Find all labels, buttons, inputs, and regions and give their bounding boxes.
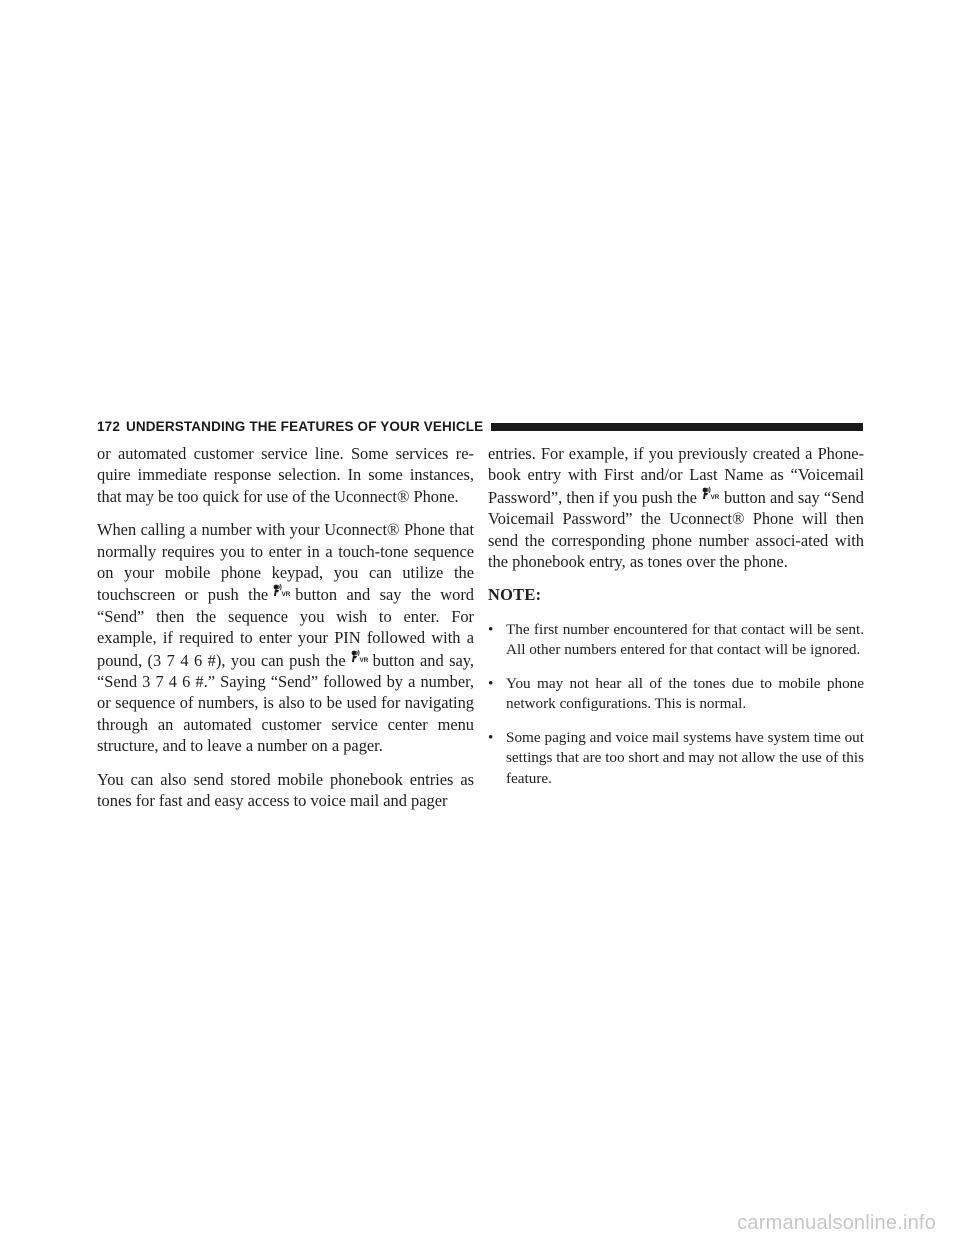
- bullet-icon: •: [488, 620, 494, 638]
- watermark: carmanualsonline.info: [737, 1212, 936, 1234]
- paragraph-text: button and say, “Send 3 7 4 6 #.” Saying “Send” followed by a number, or sequence of numbers, is also to be used for navigating through an automated customer service center menu structure, and to leave a number on a pager.: [97, 650, 475, 756]
- left-column: [97, 443, 474, 824]
- note-text: The first number encountered for that contact will be sent. All other numbers entered for that contact will be ignored.: [506, 620, 864, 659]
- paragraph-text: button and say the word “Send” then the sequence you wish to enter. For example, if required to enter your PIN followed with a pound, (3 7 4 6 #), you can push the: [97, 585, 474, 670]
- paragraph-voicemail-example: [488, 443, 864, 572]
- section-title: UNDERSTANDING THE FEATURES OF YOUR VEHICLE: [125, 418, 484, 434]
- note-text: Some paging and voice mail systems have system time out settings that are too short and may not allow the use of this feature.: [506, 728, 864, 787]
- voice-command-icon: [272, 583, 294, 597]
- note-heading: NOTE:: [488, 585, 542, 605]
- note-text: You may not hear all of the tones due to mobile phone network configurations. This is normal.: [506, 674, 864, 713]
- note-item: [488, 674, 864, 715]
- paragraph-phonebook-tones: You can also send stored mobile phonebook entries as tones for fast and easy access to voice mail and pager: [97, 769, 474, 811]
- voice-command-icon: [701, 486, 723, 500]
- page-number: 172: [97, 418, 120, 434]
- bullet-icon: •: [488, 674, 494, 692]
- paragraph-service-line: or automated customer service line. Some services re-quire immediate response selection. In some instances, that may be too quick for use of the Uconnect® Phone.: [97, 444, 474, 506]
- paragraph-touch-tone: [97, 519, 474, 756]
- paragraph-text: button and say “Send Voicemail Password” the Uconnect® Phone will then send the corresponding phone number associ-ated with the phonebook entry, as tones over the phone.: [488, 487, 864, 572]
- paragraph-text: When calling a number with your Uconnect® Phone that normally requires you to enter in a touch-tone sequence on your mobile phone keypad, you can utilize the touchscreen or push the: [97, 520, 474, 605]
- voice-command-icon: [350, 649, 372, 663]
- header-rule: [491, 423, 863, 431]
- right-column: [488, 443, 864, 802]
- note-item: [488, 728, 864, 790]
- page-header: [97, 415, 863, 437]
- note-list: [488, 620, 864, 790]
- bullet-icon: •: [488, 728, 494, 746]
- note-item: [488, 620, 864, 661]
- paragraph-text: entries. For example, if you previously created a Phone-book entry with First and/or Last Name as “Voicemail Password”, then if you push the: [488, 444, 864, 507]
